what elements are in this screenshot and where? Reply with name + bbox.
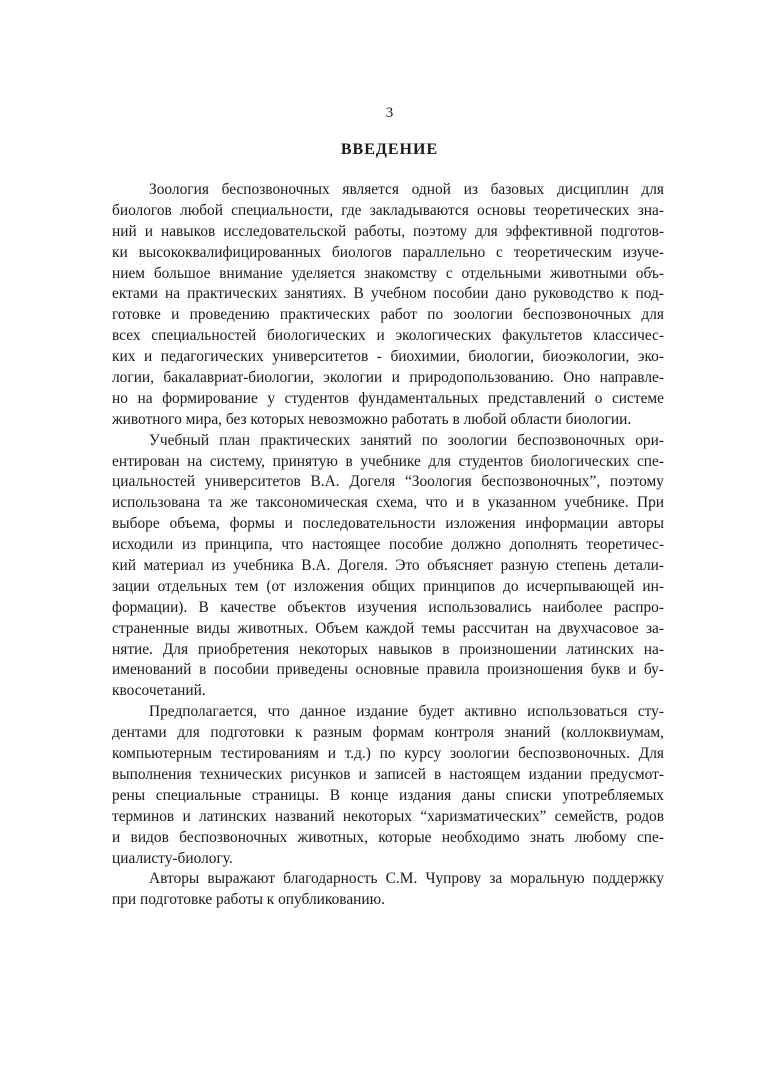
text-line: выполнения технических рисунков и записей в настоящем издании предусмот- (112, 765, 664, 783)
text-line: циалисту-биологу. (112, 849, 233, 867)
text-line: компьютерным тестированиям и т.д.) по курсу зоологии беспозвоночных. Для (112, 745, 664, 763)
text-line: логии, бакалавриат-биологии, экологии и природопользованию. Оно направле- (112, 369, 664, 387)
paragraph (112, 869, 664, 911)
body-text (112, 180, 664, 911)
text-line: дентами для подготовки к разным формам контроля знаний (коллоквиумам, (112, 724, 664, 742)
text-line: но на формирование у студентов фундаментальных представлений о системе (112, 389, 664, 407)
text-line: нятие. Для приобретения некоторых навыков в произношении латинских на- (112, 640, 664, 658)
text-line: терминов и латинских названий некоторых “харизматических” семейств, родов (112, 807, 664, 825)
text-line: ний и навыков исследовательской работы, поэтому для эффективной подготов- (112, 222, 664, 240)
text-line: и видов беспозвоночных животных, которые необходимо знать любому спе- (112, 828, 664, 846)
text-line: рены специальные страницы. В конце издания даны списки употребляемых (112, 786, 664, 804)
text-line: биологов любой специальности, где закладываются основы теоретических зна- (112, 201, 664, 219)
section-heading: ВВЕДЕНИЕ (340, 141, 439, 158)
text-line: нием большое внимание уделяется знакомству с отдельными животными объ- (112, 264, 664, 282)
text-line: квосочетаний. (112, 682, 206, 700)
page-number: 3 (385, 105, 394, 121)
text-line: всех специальностей биологических и экологических факультетов классичес- (112, 327, 664, 345)
text-line: ких и педагогических университетов - биохимии, биологии, биоэкологии, эко- (112, 348, 664, 366)
text-line: циальностей университетов В.А. Догеля “Зоология беспозвоночных”, поэтому (112, 473, 664, 491)
text-line: формации). В качестве объектов изучения использовались наиболее распро- (112, 598, 664, 616)
text-line: Предполагается, что данное издание будет активно использоваться сту- (149, 703, 664, 721)
text-line: Зоология беспозвоночных является одной из базовых дисциплин для (149, 181, 664, 198)
text-line: Авторы выражают благодарность С.М. Чупрову за моральную поддержку (149, 870, 664, 888)
paragraph (112, 180, 664, 431)
text-line: зации отдельных тем (от изложения общих принципов до исчерпывающей ин- (112, 577, 664, 595)
text-line: использована та же таксономическая схема, что и в указанном учебнике. При (112, 494, 664, 512)
text-line: исходили из принципа, что настоящее пособие должно дополнять теоретичес- (112, 536, 664, 554)
paragraph (112, 431, 664, 703)
text-line: Учебный план практических занятий по зоологии беспозвоночных ори- (149, 431, 664, 449)
text-line: при подготовке работы к опубликованию. (112, 891, 385, 909)
text-line: ентирован на систему, принятую в учебнике для студентов биологических спе- (112, 452, 664, 470)
text-line: кий материал из учебника В.А. Догеля. Это объясняет разную степень детали- (112, 557, 664, 575)
text-line: именований в пособии приведены основные правила произношения букв и бу- (112, 661, 664, 679)
text-line: ки высококвалифицированных биологов параллельно с теоретическим изуче- (112, 243, 664, 261)
text-line: животного мира, без которых невозможно работать в любой области биологии. (112, 410, 632, 428)
text-line: ектами на практических занятиях. В учебном пособии дано руководство к под- (112, 285, 664, 303)
text-line: выборе объема, формы и последовательности изложения информации авторы (112, 515, 664, 533)
text-line: страненные виды животных. Объем каждой темы рассчитан на двухчасовое за- (112, 619, 664, 637)
text-line: готовке и проведению практических работ по зоологии беспозвоночных для (112, 306, 664, 324)
paragraph (112, 702, 664, 869)
